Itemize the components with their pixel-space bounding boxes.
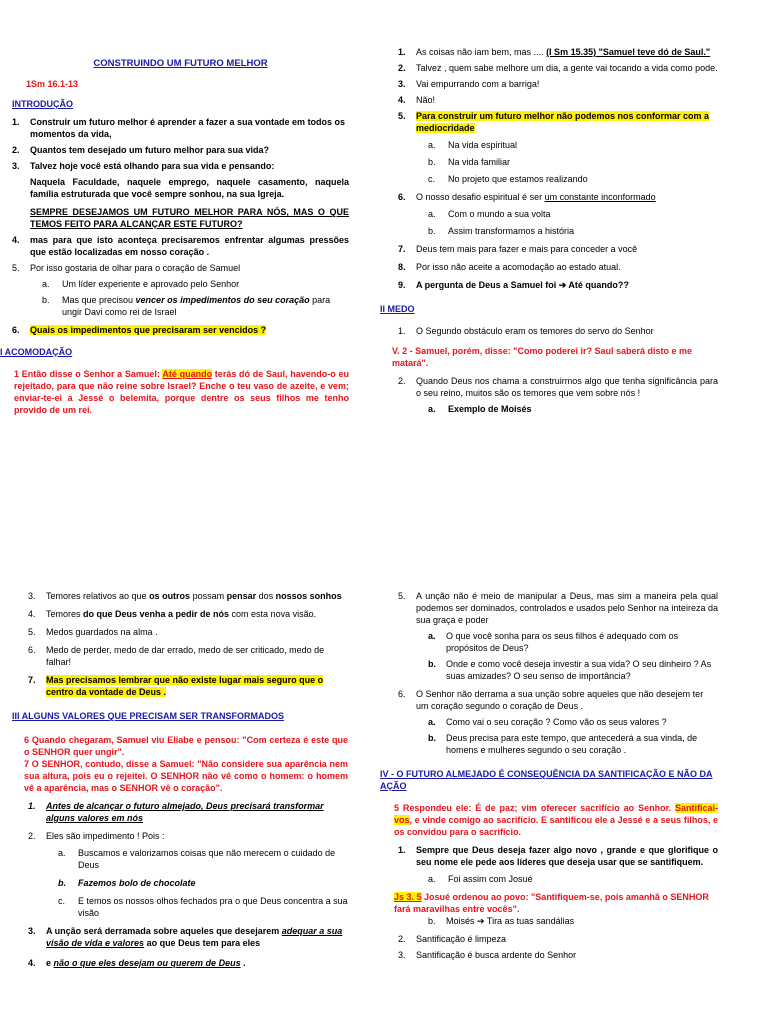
acomodacao-heading: I ACOMODAÇÃO bbox=[0, 347, 73, 357]
futuro-heading: IV - O FUTURO ALMEJADO É CONSEQUÊNCIA DA SANTIFICAÇÃO E NÃO DA AÇÃO bbox=[380, 769, 713, 791]
valores-heading: III ALGUNS VALORES QUE PRECISAM SER TRANSFORMADOS bbox=[12, 711, 285, 721]
list-item: 7. Deus tem mais para fazer e mais para conceder a você bbox=[398, 244, 638, 254]
list-item-highlight: 7. Mas precisamos lembrar que não existe lugar mais seguro que o centro da vontade de Deus . bbox=[28, 675, 324, 697]
sub-item: a. Foi assim com Josué bbox=[428, 874, 533, 884]
list-item: 3. Temores relativos ao que os outros possam pensar dos nossos sonhos bbox=[28, 591, 342, 601]
list-item: 3. Talvez hoje você está olhando para sua vida e pensando: bbox=[12, 161, 275, 171]
list-item: 6. O nosso desafio espiritual é ser um constante inconformado bbox=[398, 192, 656, 202]
sub-item: a. Buscamos e valorizamos coisas que não merecem o cuidado de Deus bbox=[58, 848, 336, 870]
paragraph-naquela: Naquela Faculdade, naquele emprego, naquele casamento, naquela família estruturada que você sempre sonhou, na sua Igreja. bbox=[30, 177, 349, 199]
verse-1: 1 Então disse o Senhor a Samuel: Até quando terás dó de Saul, havendo-o eu rejeitado, para que não reine sobre Israel? Enche o teu vaso de azeite, e vem; enviar-te-ei a Jessé o belemita, porque dentre os seus filhos me tenho provido de um rei. bbox=[14, 369, 349, 415]
list-item: 9. A pergunta de Deus a Samuel foi ➔ Até quando?? bbox=[398, 280, 629, 290]
right-bottom-column bbox=[380, 590, 718, 965]
list-item: 8. Por isso não aceite a acomodação ao estado atual. bbox=[398, 262, 621, 272]
list-item: 5. Medos guardados na alma . bbox=[28, 627, 158, 637]
medo-heading: II MEDO bbox=[380, 304, 415, 314]
left-top-column bbox=[0, 58, 349, 416]
verse-2: V. 2 - Samuel, porém, disse: "Como poderei ir? Saul saberá disto e me matará". bbox=[392, 346, 693, 368]
list-item: 3. Vai empurrando com a barriga! bbox=[398, 79, 540, 89]
sub-item: b. Fazemos bolo de chocolate bbox=[58, 878, 196, 888]
list-item: 4. mas para que isto aconteça precisaremos enfrentar algumas pressões que estão localizadas em nosso coração . bbox=[12, 235, 349, 257]
paragraph-sempre: SEMPRE DESEJAMOS UM FUTURO MELHOR PARA NÓS, MAS O QUE TEMOS FEITO PARA ALCANÇAR ESTE FUTURO? bbox=[30, 207, 349, 229]
list-item: 2. Talvez , quem sabe melhore um dia, a gente vai tocando a vida como pode. bbox=[398, 63, 718, 73]
left-bottom-column bbox=[12, 590, 348, 973]
list-item: 1. As coisas não iam bem, mas .... (I Sm 15.35) "Samuel teve dó de Saul." bbox=[398, 47, 711, 57]
list-item: 2. Quando Deus nos chama a construirmos algo que tenha significância para o seu reino, muitos são os temores que vem sobre nós ! bbox=[398, 376, 718, 398]
list-item: 1. Antes de alcançar o futuro almejado, Deus precisará transformar alguns valores em nós bbox=[28, 801, 324, 823]
sub-item: c. E temos os nossos olhos fechados pra o que Deus concentra a sua visão bbox=[58, 896, 348, 918]
sub-item: a. Um líder experiente e aprovado pelo Senhor bbox=[42, 279, 240, 289]
list-item: 2. Quantos tem desejado um futuro melhor para sua vida? bbox=[12, 145, 270, 155]
verse-7: 7 O SENHOR, contudo, disse a Samuel: "Não considere sua aparência nem sua altura, pois eu o rejeitei. O SENHOR não vê como o homem: o homem vê a aparência, mas o SENHOR vê o coração". bbox=[24, 759, 348, 793]
document-title: CONSTRUINDO UM FUTURO MELHOR bbox=[93, 58, 268, 69]
list-item: 1. O Segundo obstáculo eram os temores do servo do Senhor bbox=[398, 326, 654, 336]
verse-5: 5 Respondeu ele: É de paz; vim oferecer sacrifício ao Senhor. Santificai-vos, e vinde comigo ao sacrifício. E santificou ele a Jessé e a seus filhos, e os convidou para o sacrifício. bbox=[394, 803, 718, 837]
intro-heading: INTRODUÇÃO bbox=[12, 99, 73, 109]
list-item: 4. e não o que eles desejam ou querem de Deus . bbox=[28, 958, 246, 968]
list-item: 5. A unção não é meio de manipular a Deus, mas sim a maneira pela qual podemos ser dominados, controlados e usados pelo Senhor na inteireza da sua graça e poder bbox=[398, 591, 718, 625]
sub-item: a. Como vai o seu coração ? Como vão os seus valores ? bbox=[428, 717, 667, 727]
right-top-column bbox=[380, 46, 718, 419]
list-item: 5. Por isso gostaria de olhar para o coração de Samuel bbox=[12, 263, 241, 273]
sub-item: a. Exemplo de Moisés bbox=[428, 404, 532, 414]
list-item: 2. Eles são impedimento ! Pois : bbox=[28, 831, 165, 841]
verse-js-3-5: Js 3. 5 Josué ordenou ao povo: "Santifiquem-se, pois amanhã o SENHOR fará maravilhas entre vocês". bbox=[394, 892, 709, 914]
arrow-right-icon: ➔ bbox=[558, 280, 567, 290]
list-item: 4. Temores do que Deus venha a pedir de nós com esta nova visão. bbox=[28, 609, 317, 619]
sub-item: b. Mas que precisou vencer os impedimentos do seu coração para ungir Davi como rei de Israel bbox=[42, 295, 331, 317]
verse-6: 6 Quando chegaram, Samuel viu Eliabe e pensou: "Com certeza é este que o SENHOR quer ungir". bbox=[24, 735, 348, 757]
sub-item: a. Com o mundo a sua volta bbox=[428, 209, 551, 219]
list-item: 2. Santificação é limpeza bbox=[398, 934, 507, 944]
list-item: 1. Sempre que Deus deseja fazer algo novo , grande e que glorifique o seu nome ele pede aos líderes que deseja usar que se santifiquem. bbox=[398, 845, 718, 867]
sub-item: c. No projeto que estamos realizando bbox=[428, 174, 588, 184]
sub-item: a. O que você sonha para os seus filhos é adequado com os propósitos de Deus? bbox=[428, 631, 679, 653]
sub-item: b. Na vida familiar bbox=[428, 157, 511, 167]
list-item: 6. Medo de perder, medo de dar errado, medo de ser criticado, medo de falhar! bbox=[28, 645, 325, 667]
sub-item: b. Moisés ➔ Tira as tuas sandálias bbox=[428, 916, 575, 926]
list-item-highlight: 6. Quais os impedimentos que precisaram ser vencidos ? bbox=[12, 325, 267, 335]
list-item: 3. Santificação é busca ardente do Senhor bbox=[398, 950, 577, 960]
sub-item: b. Onde e como você deseja investir a sua vida? O seu dinheiro ? As suas amizades? O seu senso de importância? bbox=[428, 659, 712, 681]
list-item: 3. A unção será derramada sobre aqueles que desejarem adequar a sua visão de vida e valores ao que Deus tem para eles bbox=[28, 926, 343, 948]
arrow-right-icon: ➔ bbox=[477, 916, 485, 926]
sub-item: b. Deus precisa para este tempo, que antecederá a sua vinda, de homens e mulheres segundo o seu coração . bbox=[428, 733, 698, 755]
sub-item: a. Na vida espiritual bbox=[428, 140, 518, 150]
scripture-reference: 1Sm 16.1-13 bbox=[26, 79, 79, 89]
list-item: 6. O Senhor não derrama a sua unção sobre aqueles que não desejem ter um coração segundo o coração de Deus . bbox=[398, 689, 704, 711]
list-item: 4. Não! bbox=[398, 95, 436, 105]
list-item: 1. Construir um futuro melhor é aprender a fazer a sua vontade em todos os momentos da vida, bbox=[12, 117, 346, 139]
sub-item: b. Assim transformamos a história bbox=[428, 226, 575, 236]
list-item-highlight: 5. Para construir um futuro melhor não podemos nos conformar com a mediocridade bbox=[398, 111, 710, 133]
